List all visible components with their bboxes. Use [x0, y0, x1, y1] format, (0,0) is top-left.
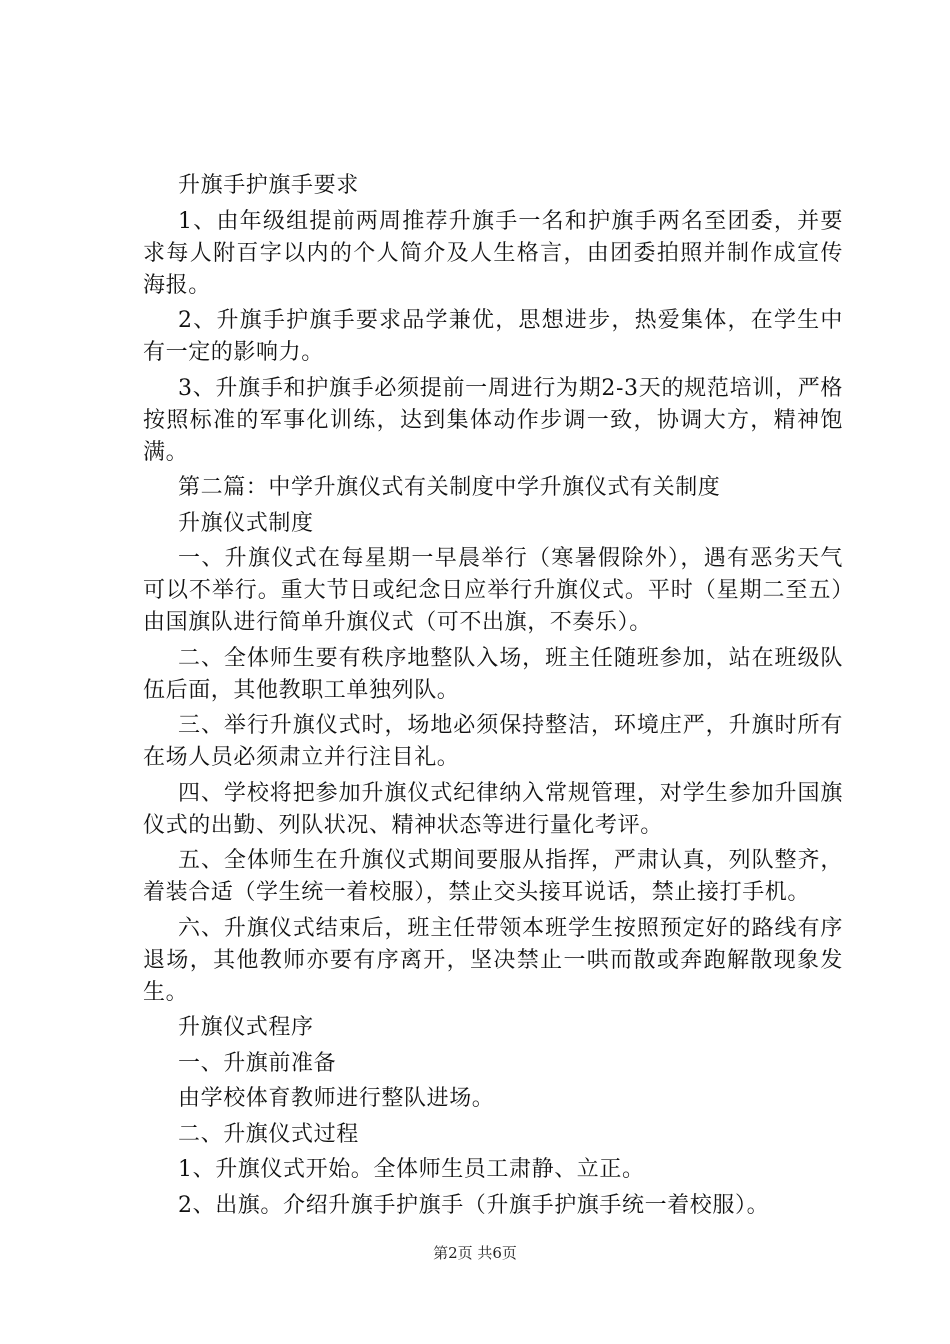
page-footer: 第2页 共6页	[433, 1244, 517, 1262]
paragraph-process-step-1: 1、升旗仪式开始。全体师生员工肃静、立正。	[178, 1157, 645, 1182]
paragraph-rule-1: 一、升旗仪式在每星期一早晨举行（寒暑假除外），遇有恶劣天气可以不举行。重大节日或纪念日应举行升旗仪式。平时（星期二至五）由国旗队进行简单升旗仪式（可不出旗，不奏乐）。	[143, 546, 843, 635]
paragraph-process-step-2: 2、出旗。介绍升旗手护旗手（升旗手护旗手统一着校服）。	[178, 1192, 770, 1218]
paragraph-requirement-1: 1、由年级组提前两周推荐升旗手一名和护旗手两名至团委，并要求每人附百字以内的个人简介及人生格言，由团委拍照并制作成宣传海报。	[143, 208, 843, 298]
section-heading-ceremony-rules: 升旗仪式制度	[178, 510, 314, 536]
paragraph-rule-3: 三、举行升旗仪式时，场地必须保持整洁，环境庄严，升旗时所有在场人员必须肃立并行注目礼。	[143, 713, 843, 770]
paragraph-rule-5: 五、全体师生在升旗仪式期间要服从指挥，严肃认真，列队整齐，着装合适（学生统一着校服），禁止交头接耳说话，禁止接打手机。	[143, 848, 843, 905]
document-body	[143, 170, 843, 1225]
section-heading-flag-bearer-requirements: 升旗手护旗手要求	[178, 173, 359, 198]
chapter-title-part-two: 第二篇：中学升旗仪式有关制度中学升旗仪式有关制度	[178, 475, 721, 500]
paragraph-requirement-2: 2、升旗手护旗手要求品学兼优，思想进步，热爱集体，在学生中有一定的影响力。	[143, 308, 843, 365]
paragraph-preparation: 由学校体育教师进行整队进场。	[178, 1086, 495, 1111]
subheading-ceremony-process: 二、升旗仪式过程	[178, 1121, 359, 1147]
paragraph-rule-6: 六、升旗仪式结束后，班主任带领本班学生按照预定好的路线有序退场，其他教师亦要有序离开，坚决禁止一哄而散或奔跑解散现象发生。	[143, 915, 843, 1005]
paragraph-requirement-3: 3、升旗手和护旗手必须提前一周进行为期2-3天的规范培训，严格按照标准的军事化训练，达到集体动作步调一致，协调大方，精神饱满。	[143, 375, 843, 465]
paragraph-rule-2: 二、全体师生要有秩序地整队入场，班主任随班参加，站在班级队伍后面，其他教职工单独列队。	[143, 645, 843, 703]
subheading-preparation: 一、升旗前准备	[178, 1050, 337, 1076]
paragraph-rule-4: 四、学校将把参加升旗仪式纪律纳入常规管理，对学生参加升国旗仪式的出勤、列队状况、精神状态等进行量化考评。	[143, 780, 843, 838]
section-heading-ceremony-procedure: 升旗仪式程序	[178, 1015, 314, 1040]
